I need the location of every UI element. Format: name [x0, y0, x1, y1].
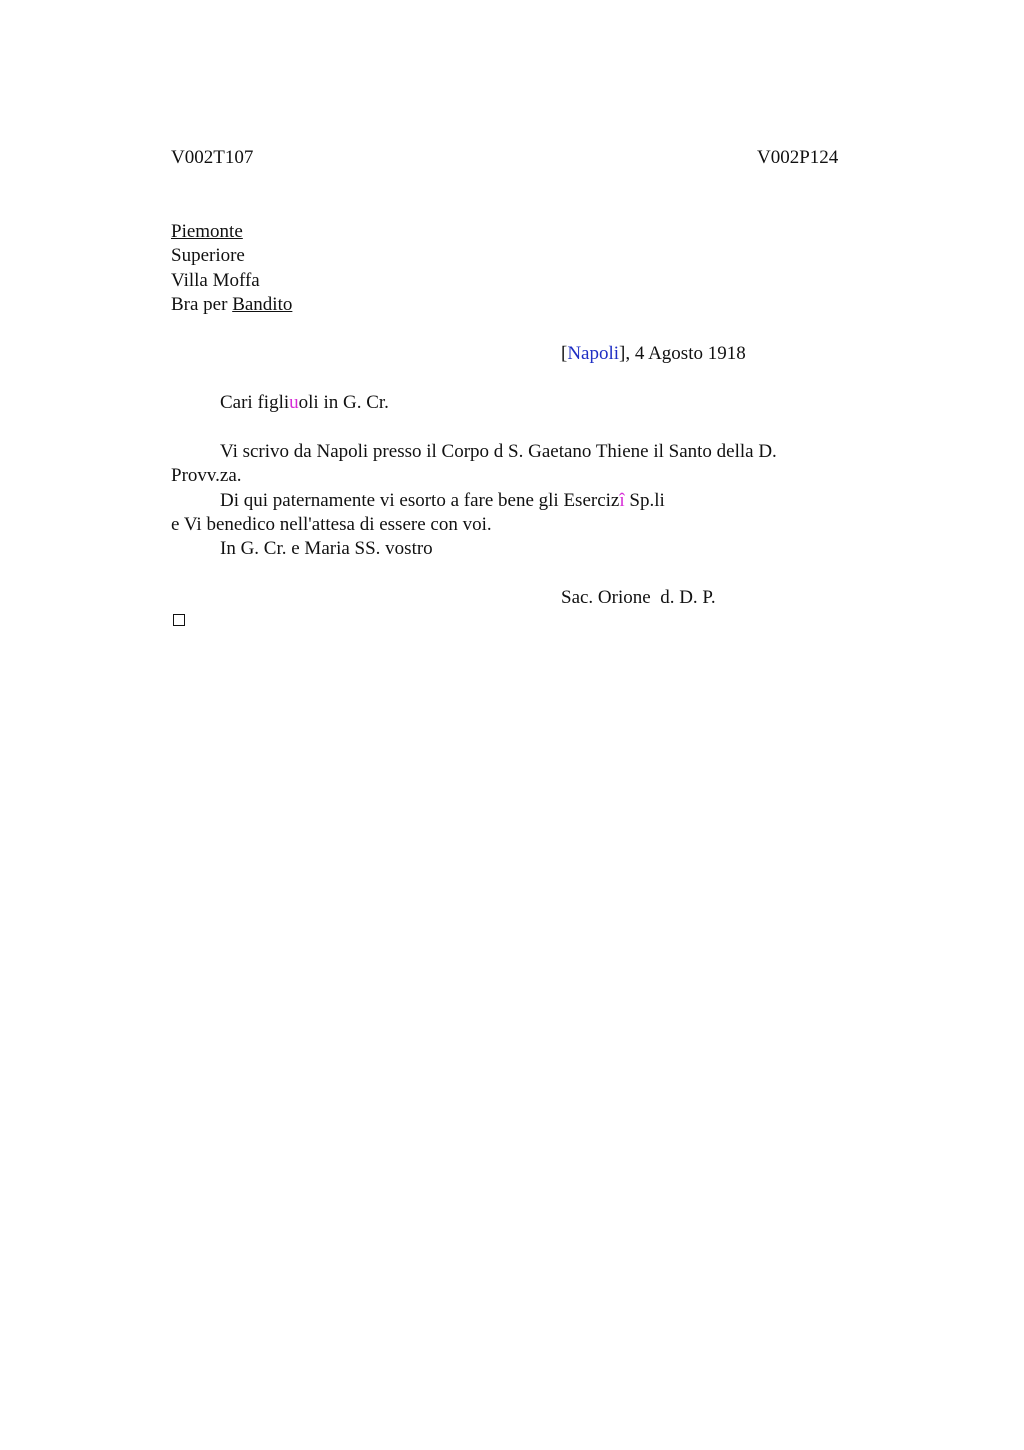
- address-city-prefix: Bra per: [171, 294, 233, 315]
- dateline-open-bracket: [: [561, 343, 568, 364]
- salutation-highlight: u: [289, 392, 299, 413]
- body-para2-line2: e Vi benedico nell'attesa di essere con voi.: [171, 514, 492, 535]
- body-para2-line1: [220, 489, 665, 513]
- body-para3-line1: In G. Cr. e Maria SS. vostro: [220, 538, 433, 559]
- body-para1-line1: Vi scrivo da Napoli presso il Corpo d S. Gaetano Thiene il Santo della D.: [220, 441, 777, 462]
- header-left-code: V002T107: [171, 147, 254, 168]
- address-line-recipient: Superiore: [171, 245, 245, 266]
- address-line-region: Piemonte: [171, 221, 243, 242]
- salutation: [220, 391, 389, 415]
- signature: Sac. Orione d. D. P.: [561, 587, 716, 608]
- address-line-city: [171, 293, 292, 317]
- end-marker-box: [173, 614, 185, 626]
- body-para2-part1: Di qui paternamente vi esorto a fare bene gli Eserciz: [220, 490, 620, 511]
- header-right-code: V002P124: [757, 147, 839, 168]
- dateline-rest: ], 4 Agosto 1918: [619, 343, 746, 364]
- salutation-part1: Cari figli: [220, 392, 290, 413]
- body-para2-part2: Sp.li: [624, 490, 665, 511]
- address-city-underlined: Bandito: [232, 294, 293, 315]
- body-para1-line2: Provv.za.: [171, 465, 242, 486]
- address-line-place: Villa Moffa: [171, 270, 260, 291]
- dateline: [561, 342, 746, 366]
- salutation-part2: oli in G. Cr.: [298, 392, 389, 413]
- body-para2-highlight: î: [619, 490, 625, 511]
- dateline-place: Napoli: [567, 343, 620, 364]
